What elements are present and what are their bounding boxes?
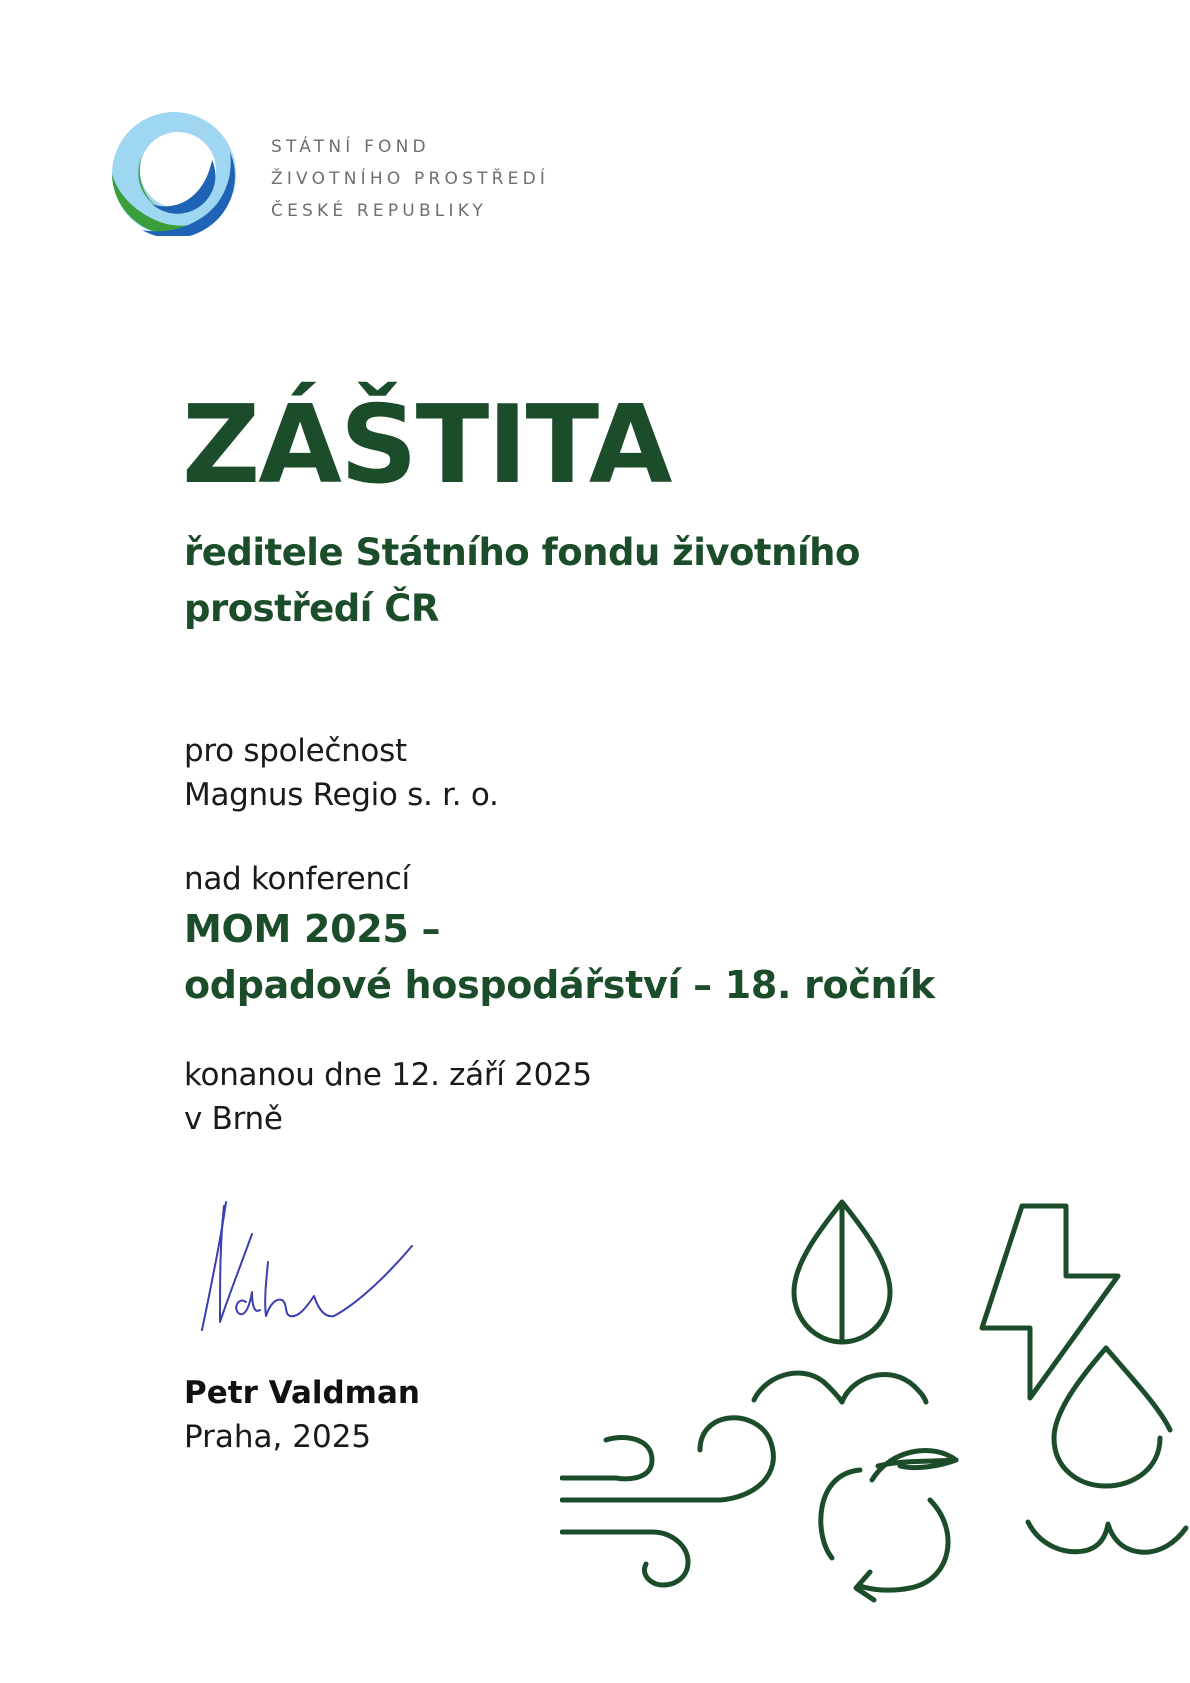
signature-icon bbox=[190, 1192, 420, 1342]
subtitle-line-1: ředitele Státního fondu životního bbox=[184, 531, 860, 574]
event-name-line-1: MOM 2025 – bbox=[184, 907, 441, 951]
logo-text-line-1: STÁTNÍ FOND bbox=[271, 137, 430, 157]
decorative-icons bbox=[560, 1180, 1190, 1683]
event-name-line-2: odpadové hospodářství – 18. ročník bbox=[184, 963, 936, 1007]
event-place: v Brně bbox=[184, 1101, 283, 1137]
event-date: konanou dne 12. září 2025 bbox=[184, 1057, 592, 1093]
signer-place-year: Praha, 2025 bbox=[184, 1419, 372, 1455]
logo-text-line-3: ČESKÉ REPUBLIKY bbox=[271, 201, 488, 221]
recipient-company: Magnus Regio s. r. o. bbox=[184, 777, 499, 813]
logo-text-line-2: ŽIVOTNÍHO PROSTŘEDÍ bbox=[271, 169, 550, 189]
sfzp-logo-icon bbox=[112, 112, 236, 236]
wind-icon bbox=[562, 1418, 773, 1585]
page-title: ZÁŠTITA bbox=[182, 383, 671, 508]
subtitle-line-2: prostředí ČR bbox=[184, 587, 439, 630]
event-intro: nad konferencí bbox=[184, 861, 410, 897]
leaf-icon bbox=[754, 1202, 926, 1402]
water-drop-icon bbox=[1028, 1348, 1186, 1552]
recycle-icon bbox=[821, 1450, 956, 1600]
signer-name: Petr Valdman bbox=[184, 1375, 420, 1411]
lightning-icon bbox=[982, 1206, 1118, 1398]
recipient-intro: pro společnost bbox=[184, 733, 407, 769]
